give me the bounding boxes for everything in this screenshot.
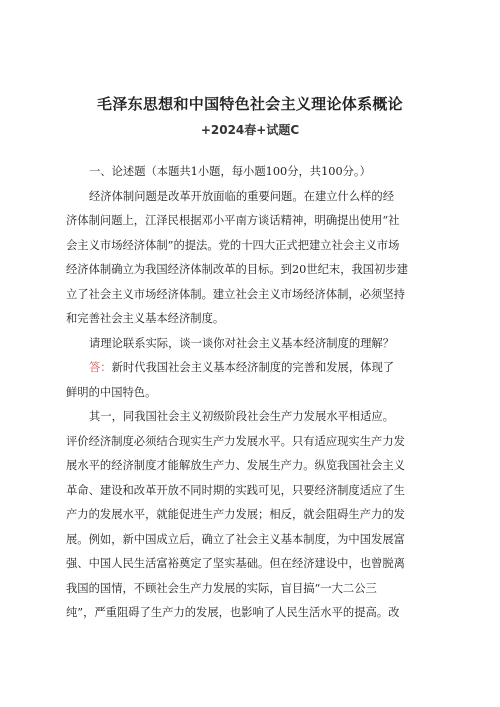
question-paragraph: [66, 185, 442, 332]
answer-line: 鲜明的中国特色。: [66, 385, 157, 399]
point-line: 展。例如，新中国成立后，确立了社会主义基本制度，为中国发展富: [66, 532, 405, 546]
point-line: 产力的发展水平，就能促进生产力发展；相反，就会阻碍生产力的发: [66, 508, 405, 521]
point-one-paragraph: [66, 405, 442, 626]
point-line: 纯”，严重阻碍了生产力的发展，也影响了人民生活水平的提高。改: [66, 606, 400, 619]
document-body: [66, 160, 442, 626]
point-line: 其一，同我国社会主义初级阶段社会生产力发展水平相适应。: [89, 410, 395, 423]
point-line: 展水平的经济制度才能解放生产力、发展生产力。纵览我国社会主义: [66, 459, 405, 472]
question-line: 济体制问题上，江泽民根据邓小平南方谈话精神，明确提出使用“社: [66, 214, 400, 227]
document-subtitle: +2024春+试题C: [200, 123, 300, 137]
question-line: 和完善社会主义基本经济制度。: [66, 312, 225, 325]
point-line: 强、中国人民生活富裕奠定了坚实基础。但在经济建设中，也曾脱离: [66, 557, 405, 570]
question-line: 会主义市场经济体制”的提法。党的十四大正式把建立社会主义市场: [66, 238, 400, 252]
section-heading: 一、论述题（本题共1小题，每小题100分，共100分。）: [89, 165, 371, 178]
answer-label: 答：: [89, 361, 112, 374]
point-line: 革命、建设和改革开放不同时期的实践可见，只要经济制度适应了生: [66, 483, 405, 497]
answer-text: 新时代我国社会主义基本经济制度的完善和发展，体现了: [111, 361, 395, 374]
question-line: 经济体制问题是改革开放面临的重要问题。在建立什么样的经: [89, 189, 395, 203]
point-line: 我国的国情，不顾社会生产力发展的实际，盲目搞“一大二公三: [66, 581, 377, 595]
question-prompt: 请理论联系实际，谈一谈你对社会主义基本经济制度的理解？: [89, 336, 395, 350]
point-line: 评价经济制度必须结合现实生产力发展水平。只有适应现实生产力发: [66, 434, 405, 448]
answer-line: [66, 356, 442, 381]
question-line: 立了社会主义市场经济体制。建立社会主义市场经济体制，必须坚持: [66, 287, 405, 301]
answer-intro: [66, 356, 442, 405]
question-line: 经济体制确立为我国经济体制改革的目标。到20世纪末，我国初步建: [66, 263, 408, 276]
document-title: 毛泽东思想和中国特色社会主义理论体系概论: [96, 95, 403, 113]
